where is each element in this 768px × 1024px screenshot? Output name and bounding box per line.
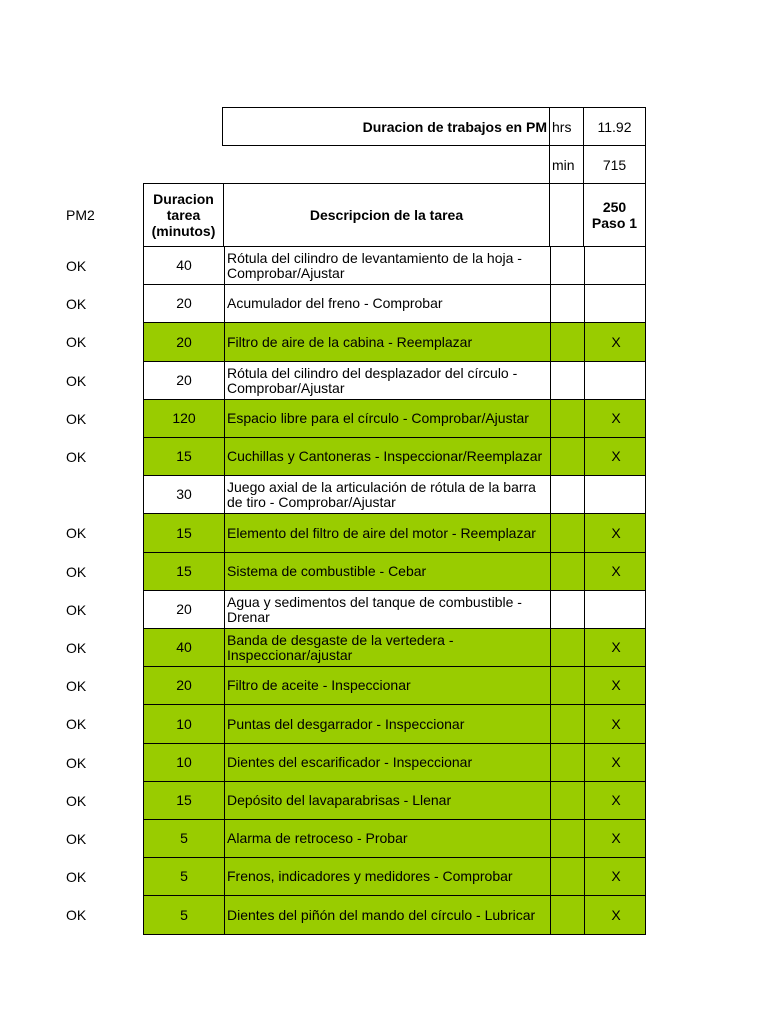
task-blank-cell [550,553,584,590]
col-header-description-text: Descripcion de la tarea [309,207,464,223]
task-description: Filtro de aire de la cabina - Reemplazar [224,323,550,361]
task-description: Depósito del lavaparabrisas - Llenar [224,782,550,819]
task-step-mark: X [584,629,647,666]
hrs-value: 11.92 [597,118,632,135]
task-description: Banda de desgaste de la vertedera - Inspeccionar/ajustar [224,629,550,666]
row-status: OK [66,257,87,274]
task-description: Rótula del cilindro del desplazador del círculo - Comprobar/Ajustar [224,362,550,399]
task-blank-cell [550,820,584,857]
task-minutes: 10 [144,744,224,781]
task-step-mark [584,285,647,322]
row-status: OK [66,792,87,809]
task-blank-cell [550,744,584,781]
task-blank-cell [550,667,584,704]
hrs-unit-cell [549,107,584,146]
table-row [143,743,646,782]
task-step-mark [584,476,647,513]
table-row [143,781,646,820]
row-status: OK [66,639,87,656]
task-step-mark: X [584,858,647,895]
task-step-mark [584,247,647,284]
table-row [143,857,646,896]
task-blank-cell [550,591,584,628]
table-row [143,628,646,667]
min-unit: min [552,156,575,173]
task-blank-cell [550,705,584,743]
col-header-duration [143,183,224,247]
task-minutes: 15 [144,782,224,819]
row-status: OK [66,716,87,732]
row-status: OK [66,830,87,847]
row-status: OK [66,448,87,465]
table-row [143,819,646,858]
task-minutes: 20 [144,285,224,322]
col-header-blank [549,183,584,247]
task-description: Agua y sedimentos del tanque de combustible - Drenar [224,591,550,628]
task-step-mark: X [584,667,647,704]
min-unit-cell [549,145,584,184]
table-row [143,666,646,705]
hrs-unit: hrs [552,118,572,135]
task-minutes: 20 [144,667,224,704]
col-header-duration-text: Duracion tarea (minutos) [151,191,216,239]
table-row [143,246,646,285]
task-description: Espacio libre para el círculo - Comprobar/Ajustar [224,400,550,437]
task-step-mark [584,362,647,399]
pm-label [66,183,126,247]
task-step-mark [584,591,647,628]
row-status: OK [66,295,87,312]
table-row [143,590,646,629]
row-status: OK [66,563,87,580]
table-row [143,704,646,744]
task-blank-cell [550,476,584,513]
task-minutes: 5 [144,858,224,895]
task-step-mark: X [584,896,647,934]
task-minutes: 5 [144,896,224,934]
task-step-mark: X [584,438,647,475]
duration-label: Duracion de trabajos en PM [362,118,547,135]
task-step-mark: X [584,514,647,552]
col-header-step-line2: Paso 1 [591,215,638,231]
row-status: OK [66,410,87,427]
row-status: OK [66,907,87,923]
min-value: 715 [602,156,627,173]
task-minutes: 20 [144,591,224,628]
task-description: Acumulador del freno - Comprobar [224,285,550,322]
task-description: Puntas del desgarrador - Inspeccionar [224,705,550,743]
task-step-mark: X [584,782,647,819]
task-blank-cell [550,629,584,666]
task-description: Sistema de combustible - Cebar [224,553,550,590]
hrs-value-cell [583,107,646,146]
task-minutes: 20 [144,362,224,399]
task-minutes: 5 [144,820,224,857]
table-row [143,895,646,935]
row-status: OK [66,372,87,389]
task-step-mark: X [584,744,647,781]
col-header-description [223,183,550,247]
table-row [143,437,646,476]
task-blank-cell [550,858,584,895]
duration-label-cell [222,107,550,146]
table-row [143,552,646,591]
table-row [143,475,646,514]
task-minutes: 10 [144,705,224,743]
table-row [143,513,646,553]
task-minutes: 40 [144,629,224,666]
task-blank-cell [550,400,584,437]
task-description: Cuchillas y Cantoneras - Inspeccionar/Reemplazar [224,438,550,475]
table-row [143,322,646,362]
task-blank-cell [550,247,584,284]
task-description: Alarma de retroceso - Probar [224,820,550,857]
row-status: OK [66,525,87,541]
task-minutes: 15 [144,514,224,552]
task-description: Elemento del filtro de aire del motor - Reemplazar [224,514,550,552]
row-status: OK [66,754,87,771]
task-description: Juego axial de la articulación de rótula de la barra de tiro - Comprobar/Ajustar [224,476,550,513]
task-step-mark: X [584,400,647,437]
task-blank-cell [550,323,584,361]
row-status: OK [66,868,87,885]
task-minutes: 120 [144,400,224,437]
task-description: Dientes del escarificador - Inspeccionar [224,744,550,781]
task-blank-cell [550,362,584,399]
task-minutes: 15 [144,438,224,475]
task-step-mark: X [584,323,647,361]
table-row [143,284,646,323]
task-step-mark: X [584,820,647,857]
task-minutes: 40 [144,247,224,284]
task-blank-cell [550,896,584,934]
task-step-mark: X [584,705,647,743]
task-minutes: 15 [144,553,224,590]
min-value-cell [583,145,646,184]
task-description: Filtro de aceite - Inspeccionar [224,667,550,704]
task-minutes: 20 [144,323,224,361]
task-blank-cell [550,285,584,322]
row-status: OK [66,601,87,618]
table-row [143,361,646,400]
task-description: Dientes del piñón del mando del círculo - Lubricar [224,896,550,934]
row-status: OK [66,677,87,694]
task-blank-cell [550,438,584,475]
col-header-step [583,183,646,247]
task-description: Frenos, indicadores y medidores - Comprobar [224,858,550,895]
row-status: OK [66,334,87,350]
table-row [143,399,646,438]
task-blank-cell [550,514,584,552]
row-status [66,475,126,514]
task-step-mark: X [584,553,647,590]
task-minutes: 30 [144,476,224,513]
task-description: Rótula del cilindro de levantamiento de la hoja - Comprobar/Ajustar [224,247,550,284]
pm-label-text: PM2 [66,207,95,223]
col-header-step-line1: 250 [602,199,627,215]
task-blank-cell [550,782,584,819]
